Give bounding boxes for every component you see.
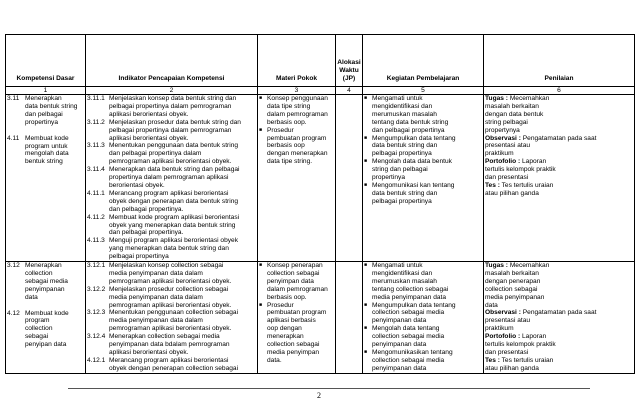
indicator-line: Merancang program aplikasi berorientasi <box>109 356 229 364</box>
header-kegiatan: Kegiatan Pembelajaran <box>363 35 484 87</box>
indicator-text <box>109 95 256 119</box>
kd-number: 4.11 <box>7 134 20 142</box>
indicator-text <box>109 142 256 166</box>
indicator-line: pemrograman aplikasi berorientasi obyek. <box>109 277 232 285</box>
indicator-number: 3.12.1 <box>87 262 106 270</box>
column-number: 4 <box>336 87 363 95</box>
indicator-line: obyek dengan penerapan data bentuk string <box>109 197 239 205</box>
indicator-line: obyek yang menerapkan data bentuk string <box>109 221 236 229</box>
penilaian-line: Pengatamatan pada saat <box>522 134 597 142</box>
kegiatan-item <box>364 262 482 302</box>
kd-text <box>25 262 84 302</box>
header-kompetensi-dasar: Kompetensi Dasar <box>6 35 86 87</box>
kd-line: collection <box>25 325 53 333</box>
materi-line: Prosedur <box>267 301 294 309</box>
indicator-number: 3.11.2 <box>87 118 105 126</box>
indicator-item <box>87 190 256 214</box>
indicator-item <box>87 333 256 357</box>
kegiatan-line: Mengumpulkan data tentang <box>372 301 456 309</box>
kd-line: bentuk string <box>25 158 63 166</box>
column-number: 2 <box>86 87 258 95</box>
indicator-line: media penyimpanan data dalam <box>109 269 203 277</box>
kegiatan-line: merumuskan masalah <box>372 277 437 285</box>
penilaian-label: Tugas : <box>485 95 508 102</box>
indicator-number: 3.12.2 <box>87 285 106 293</box>
penilaian-label: Portofolio : <box>485 158 521 166</box>
spacer <box>7 127 84 135</box>
kegiatan-line: Mengumpulkan data tentang <box>372 134 456 142</box>
indicator-line: Menentukan penggunaan collection sebagai <box>109 309 239 317</box>
indicator-item <box>87 237 256 261</box>
table-row <box>6 262 635 374</box>
kd-line: program untuk <box>25 142 68 150</box>
penilaian-line: propertynya <box>485 126 520 134</box>
indicator-item <box>87 166 256 190</box>
indicator-number: 4.11.2 <box>87 213 105 221</box>
kegiatan-text <box>372 302 482 326</box>
cell-alokasi-waktu <box>336 262 363 374</box>
penilaian-line: dengan penerapan <box>485 277 541 285</box>
kegiatan-line: pelbagai propertinya <box>372 150 432 158</box>
kegiatan-line: Mengamati untuk <box>372 262 423 270</box>
kd-line: penyimpanan <box>25 285 65 293</box>
indicator-line: Menjelaskan konsep collection sebagai <box>109 262 224 270</box>
kegiatan-line: penyimpanan data <box>372 364 427 372</box>
penilaian-label: Portofolio : <box>485 333 521 341</box>
materi-line: dengan menerapkan <box>267 150 328 158</box>
penilaian-line: Mecemahkan <box>509 95 550 102</box>
indicator-line: penyimpanan data bdalam pemrograman <box>109 341 230 349</box>
kd-item <box>7 310 84 350</box>
indicator-text <box>109 214 256 238</box>
indicator-line: Menerapkan collection sebagai media <box>109 333 220 341</box>
kegiatan-item <box>364 95 482 135</box>
indicator-item <box>87 95 256 119</box>
indicator-line: Merancang program aplikasi berorientasi <box>109 189 229 197</box>
kegiatan-text <box>372 182 482 206</box>
indicator-line: pemrograman aplikasi berorientasi obyek. <box>109 325 232 333</box>
penilaian-line: dan presentasi <box>485 349 529 356</box>
penilaian-label: Observasi : <box>485 134 521 142</box>
cell-kompetensi-dasar <box>6 262 86 374</box>
kd-line: Membuat kode <box>25 309 69 317</box>
kegiatan-line: merumuskan masalah <box>372 110 437 118</box>
materi-text <box>267 127 334 167</box>
penilaian-line: praktikum <box>485 150 514 158</box>
spacer <box>7 302 84 310</box>
bullet-icon: ■ <box>259 262 263 269</box>
indicator-line: Menjelaskan konsep data bentuk string dan <box>109 95 237 102</box>
materi-line: data tipe string <box>267 102 311 110</box>
kegiatan-line: mengidentifikasi dan <box>372 102 433 110</box>
kd-text <box>25 135 84 167</box>
indicator-line: Menjelaskan prosedur data bentuk string dan <box>109 118 241 126</box>
indicator-line: aplikasi berorientasi obyek. <box>109 134 189 142</box>
bullet-icon: ■ <box>364 95 368 101</box>
kegiatan-item <box>364 325 482 349</box>
table-body <box>6 95 635 374</box>
indicator-line: Menerapkan data bentuk string dan pelbagai <box>109 166 240 174</box>
penilaian-item <box>485 95 633 103</box>
bullet-icon: ■ <box>364 262 368 269</box>
kd-line: Membuat kode <box>25 134 69 142</box>
penilaian-line: dengan data bentuk <box>485 110 544 118</box>
penilaian-line: Tes tertulis uraian <box>501 356 554 364</box>
footer-divider <box>68 388 590 389</box>
penilaian-item <box>485 333 633 341</box>
indicator-line: Menguji program aplikasi berorientasi obyek <box>109 237 239 245</box>
kd-line: Menerapkan <box>25 262 62 270</box>
penilaian-line: presentasi atau <box>485 142 531 150</box>
column-number: 1 <box>6 87 86 95</box>
kd-item <box>7 135 84 167</box>
cell-materi-pokok <box>258 95 336 262</box>
kegiatan-line: mengidentifikasi dan <box>372 269 433 277</box>
kegiatan-line: Mengomunikasikan tentang <box>372 349 453 356</box>
penilaian-line: Laporan <box>522 333 547 341</box>
cell-materi-pokok <box>258 262 336 374</box>
kegiatan-line: Mengamati untuk <box>372 95 423 102</box>
penilaian-item <box>485 135 633 143</box>
indicator-line: media penyimpanan data dalam <box>109 293 203 301</box>
page-number: 2 <box>317 391 321 400</box>
kd-number: 4.12 <box>7 309 20 317</box>
indicator-line: aplikasi berorientasi obyek. <box>109 110 189 118</box>
indicator-line: pemrograman aplikasi berorientasi obyek. <box>109 158 232 166</box>
penilaian-line: collection sebagai <box>485 285 538 293</box>
materi-line: data. <box>267 356 282 364</box>
materi-line: pembuatan program <box>267 309 327 317</box>
penilaian-line: media penyimpanan <box>485 293 545 301</box>
indicator-line: dan pelbagai propertinya. <box>109 229 184 237</box>
kd-line: propertinya <box>25 118 58 126</box>
materi-line: Prosedur <box>267 126 294 134</box>
bullet-icon: ■ <box>364 158 368 165</box>
materi-line: penyimpan data <box>267 277 314 285</box>
indicator-line: berorientasi obyek. <box>109 181 165 189</box>
syllabus-table <box>5 34 635 374</box>
penilaian-line: Pengatamatan pada saat <box>522 309 597 317</box>
kegiatan-line: media penyimpanan data <box>372 293 447 301</box>
bullet-icon: ■ <box>259 95 263 101</box>
penilaian-line: tertulis kelompok praktik <box>485 166 556 174</box>
indicator-text <box>109 286 256 310</box>
indicator-number: 3.11.1 <box>87 95 105 102</box>
indicator-number: 4.11.3 <box>87 237 105 245</box>
indicator-text <box>109 119 256 143</box>
header-materi-pokok: Materi Pokok <box>258 35 336 87</box>
kd-line: sebagai <box>25 333 49 341</box>
kegiatan-line: dan pelbagai propertinya <box>372 126 445 134</box>
kegiatan-line: tentang data bentuk string <box>372 118 449 126</box>
indicator-item <box>87 142 256 166</box>
bullet-icon: ■ <box>364 301 368 308</box>
penilaian-item <box>485 182 633 190</box>
indicator-line: pelbagai propertinya dalam pemrograman <box>109 102 232 110</box>
materi-item <box>259 127 334 167</box>
kd-line: Menerapkan <box>25 95 62 102</box>
kd-item <box>7 95 84 127</box>
indicator-text <box>109 262 256 286</box>
materi-line: pembuatan program <box>267 134 327 142</box>
column-number: 6 <box>484 87 635 95</box>
indicator-line: propertinya dalam pemrograman aplikasi <box>109 174 229 182</box>
materi-text <box>267 262 334 302</box>
kegiatan-line: penyimpanan data <box>372 317 427 325</box>
indicator-number: 4.11.1 <box>87 189 105 197</box>
indicator-item <box>87 119 256 143</box>
penilaian-line: atau pilihan ganda <box>485 189 539 197</box>
kegiatan-item <box>364 302 482 326</box>
cell-penilaian <box>484 262 635 374</box>
penilaian-item <box>485 357 633 365</box>
kegiatan-text <box>372 262 482 302</box>
kd-line: data bentuk string <box>25 102 78 110</box>
kd-line: mengolah data <box>25 150 69 158</box>
kd-line: penyipan data <box>25 341 67 349</box>
cell-penilaian <box>484 95 635 262</box>
kegiatan-line: Mengolah data data bentuk <box>372 158 452 166</box>
kd-number: 3.12 <box>7 262 20 270</box>
indicator-item <box>87 262 256 286</box>
materi-line: berbasis oop. <box>267 118 307 126</box>
materi-item <box>259 302 334 365</box>
bullet-icon: ■ <box>364 325 368 332</box>
kd-number: 3.11 <box>7 95 20 102</box>
materi-item <box>259 95 334 127</box>
indicator-line: yang menerapkan data bentuk string dan <box>109 245 229 253</box>
column-number: 5 <box>363 87 484 95</box>
indicator-item <box>87 309 256 333</box>
penilaian-label: Tugas : <box>485 262 508 270</box>
kd-item <box>7 262 84 302</box>
kegiatan-line: tentang collection sebagai <box>372 285 449 293</box>
materi-line: data tipe string. <box>267 158 313 166</box>
materi-text <box>267 302 334 365</box>
header-alokasi-waktu: Alokasi Waktu (JP) <box>336 35 363 87</box>
kegiatan-line: propertinya <box>372 174 405 182</box>
cell-kegiatan <box>363 262 484 374</box>
materi-line: media penyimpan <box>267 349 320 356</box>
penilaian-line: atau pilihan ganda <box>485 364 539 372</box>
kegiatan-item <box>364 349 482 373</box>
penilaian-line: string pelbagai <box>485 118 528 126</box>
indicator-text <box>109 190 256 214</box>
materi-line: aplikasi berbasis <box>267 317 316 325</box>
cell-indikator <box>86 95 258 262</box>
kegiatan-text <box>372 135 482 159</box>
column-number-row <box>6 87 635 95</box>
indicator-line: Menentukan penggunaan data bentuk string <box>109 142 239 150</box>
penilaian-label: Observasi : <box>485 309 521 317</box>
kegiatan-line: string dan pelbagai <box>372 166 428 174</box>
indicator-text <box>109 333 256 357</box>
kd-line: dan pelbagai <box>25 110 63 118</box>
bullet-icon: ■ <box>364 134 368 141</box>
materi-line: dalam pemrograman <box>267 110 328 118</box>
indicator-line: dan pelbagai propertinya dalam <box>109 150 202 158</box>
kegiatan-line: penyimpanan data <box>372 341 427 349</box>
penilaian-label: Tes : <box>485 181 500 189</box>
cell-kompetensi-dasar <box>6 95 86 262</box>
materi-item <box>259 262 334 302</box>
column-number: 3 <box>258 87 336 95</box>
penilaian-line: masalah berkaitan <box>485 102 539 110</box>
indicator-item <box>87 357 256 373</box>
indicator-text <box>109 237 256 261</box>
indicator-number: 3.11.3 <box>87 142 105 150</box>
materi-line: Konsep penggunaan <box>267 95 328 102</box>
penilaian-item <box>485 158 633 166</box>
materi-line: berbasis oop <box>267 142 305 150</box>
indicator-line: media penyimpanan data dalam <box>109 317 203 325</box>
header-indikator: Indikator Pencapaian Kompetensi <box>86 35 258 87</box>
kegiatan-line: data bentuk string dan <box>372 142 438 150</box>
indicator-text <box>109 357 256 373</box>
indicator-text <box>109 166 256 190</box>
kd-line: data <box>25 293 38 301</box>
kd-line: sebagai media <box>25 277 68 285</box>
kegiatan-line: pelbagai propertinya <box>372 197 432 205</box>
penilaian-line: Laporan <box>522 158 547 166</box>
kd-text <box>25 95 84 127</box>
materi-line: collection sebagai <box>267 341 320 349</box>
indicator-text <box>109 309 256 333</box>
bullet-icon: ■ <box>259 126 263 133</box>
bullet-icon: ■ <box>364 181 368 188</box>
materi-line: Konsep penerapan <box>267 262 323 270</box>
kegiatan-line: Mengomunikasi kan tentang <box>372 181 455 189</box>
penilaian-line: dan presentasi <box>485 174 529 182</box>
indicator-line: dan pelbagai propertinya. <box>109 205 184 213</box>
penilaian-line: Tes tertulis uraian <box>501 181 554 189</box>
indicator-line: pelbagai propertinya dalam pemrograman <box>109 126 232 134</box>
indicator-line: obyek dengan penerapan collection sebagai <box>109 364 239 372</box>
kegiatan-item <box>364 135 482 159</box>
kegiatan-line: collection sebagai media <box>372 333 445 341</box>
kegiatan-text <box>372 349 482 373</box>
penilaian-item <box>485 309 633 317</box>
materi-line: dalam pemrograman <box>267 285 328 293</box>
kegiatan-item <box>364 158 482 182</box>
bullet-icon: ■ <box>259 301 263 308</box>
table-row <box>6 95 635 262</box>
materi-line: oop dengan <box>267 325 302 333</box>
penilaian-line: Mecemahkan <box>509 262 550 270</box>
materi-text <box>267 95 334 127</box>
kegiatan-text <box>372 158 482 182</box>
materi-line: collection sebagai <box>267 269 320 277</box>
indicator-item <box>87 286 256 310</box>
kegiatan-text <box>372 95 482 135</box>
indicator-line: pelbagai propertinya <box>109 253 169 261</box>
kd-line: collection <box>25 269 53 277</box>
indicator-line: aplikasi berorientasi obyek. <box>109 349 189 356</box>
indicator-line: Membuat kode program aplikasi berorientasi <box>109 213 240 221</box>
penilaian-label: Tes : <box>485 356 500 364</box>
kegiatan-item <box>364 182 482 206</box>
cell-indikator <box>86 262 258 374</box>
cell-alokasi-waktu <box>336 95 363 262</box>
header-row <box>6 35 635 87</box>
kegiatan-line: collection sebagai media <box>372 309 445 317</box>
header-penilaian: Penilaian <box>484 35 635 87</box>
penilaian-line: masalah berkaitan <box>485 269 539 277</box>
indicator-number: 3.12.4 <box>87 333 106 341</box>
kd-line: program <box>25 317 50 325</box>
materi-line: berbasis oop. <box>267 293 307 301</box>
indicator-number: 3.11.4 <box>87 166 105 174</box>
kegiatan-text <box>372 325 482 349</box>
indicator-item <box>87 214 256 238</box>
bullet-icon: ■ <box>364 349 368 355</box>
penilaian-item <box>485 262 633 270</box>
penilaian-line: presentasi atau <box>485 317 531 325</box>
cell-kegiatan <box>363 95 484 262</box>
penilaian-line: data <box>485 301 498 309</box>
indicator-number: 4.12.1 <box>87 356 106 364</box>
kd-text <box>25 310 84 350</box>
indicator-line: pemrograman aplikasi berorientasi obyek. <box>109 301 232 309</box>
kegiatan-line: Mengolah data tentang <box>372 325 440 333</box>
kegiatan-line: collection sebagai media <box>372 356 445 364</box>
kegiatan-line: data bentuk string dan <box>372 189 438 197</box>
materi-line: menerapkan <box>267 333 304 341</box>
indicator-number: 3.12.3 <box>87 309 106 317</box>
penilaian-line: tertulis kelompok praktik <box>485 341 556 349</box>
penilaian-line: praktikum <box>485 325 514 333</box>
indicator-line: Menjelaskan prosedur collection sebagai <box>109 285 229 293</box>
